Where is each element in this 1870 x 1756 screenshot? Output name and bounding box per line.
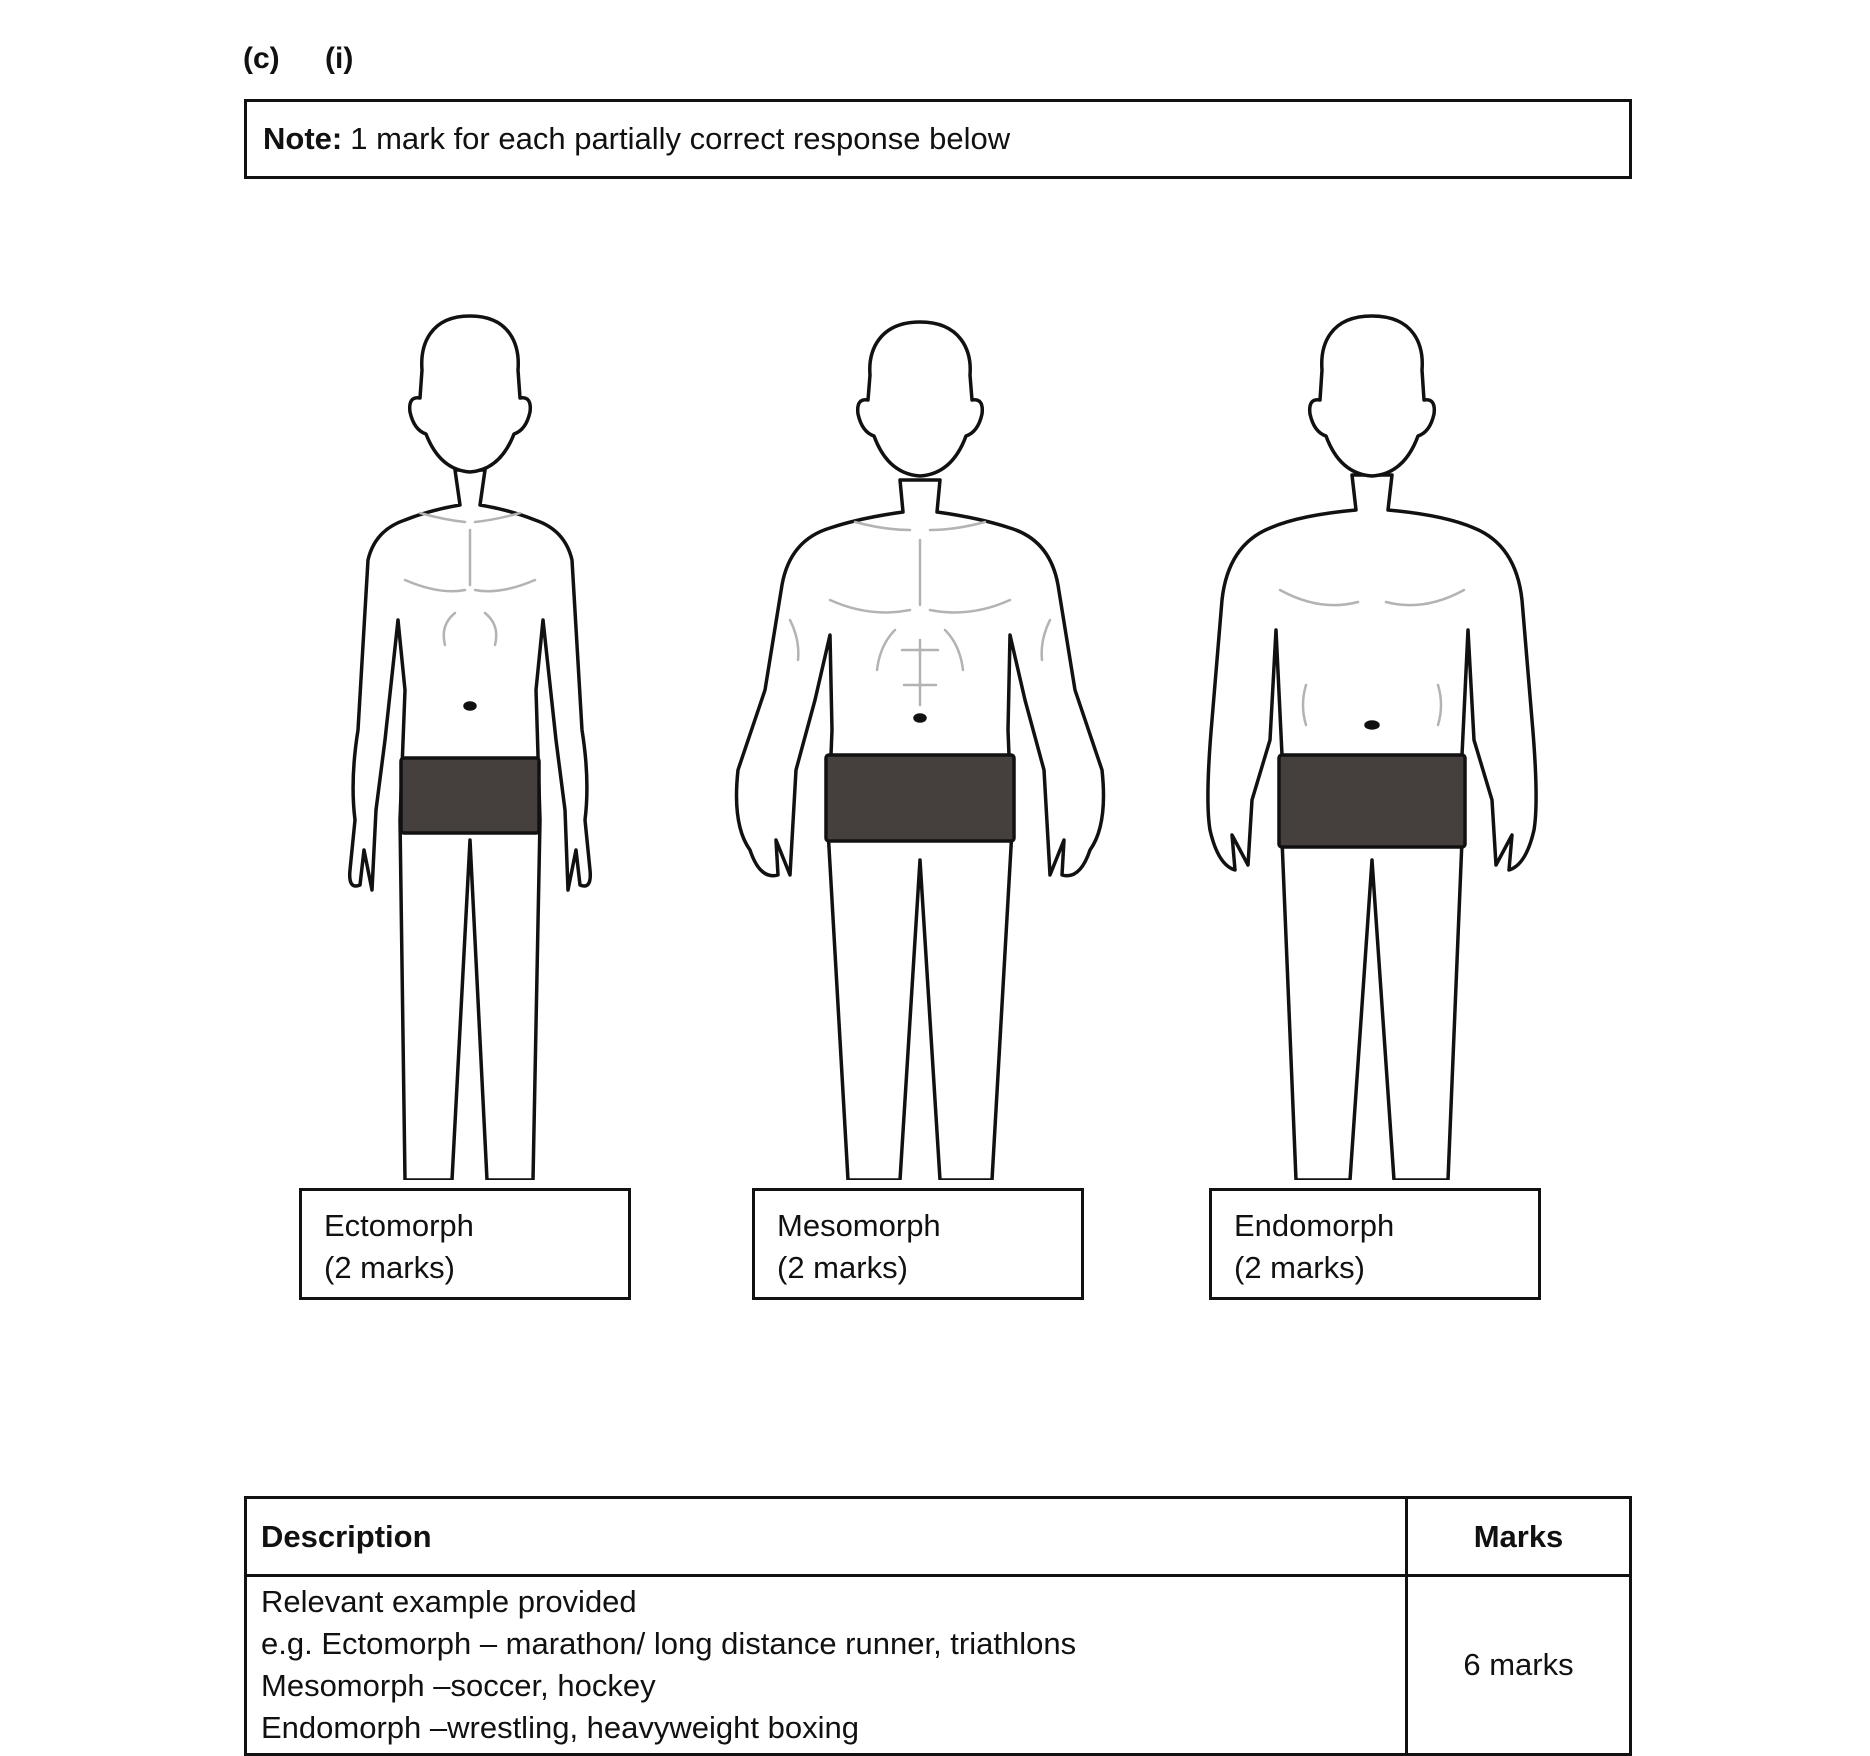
note-label: Note: bbox=[263, 121, 343, 156]
table-header-row bbox=[246, 1498, 1631, 1576]
note-box bbox=[244, 99, 1632, 179]
mesomorph-shorts bbox=[826, 755, 1014, 841]
endomorph-marks: (2 marks) bbox=[1234, 1250, 1365, 1285]
marks-header: Marks bbox=[1407, 1498, 1631, 1576]
mesomorph-box bbox=[752, 1188, 1084, 1300]
ectomorph-box bbox=[299, 1188, 631, 1300]
description-header: Description bbox=[246, 1498, 1407, 1576]
mesomorph-marks: (2 marks) bbox=[777, 1250, 908, 1285]
ectomorph-marks: (2 marks) bbox=[324, 1250, 455, 1285]
endomorph-figure bbox=[1208, 316, 1536, 1180]
mesomorph-label: Mesomorph bbox=[777, 1208, 941, 1243]
description-line: Endomorph –wrestling, heavyweight boxing bbox=[261, 1710, 859, 1745]
body-types-illustration bbox=[0, 300, 1870, 1180]
description-line: Relevant example provided bbox=[261, 1584, 637, 1619]
table-row bbox=[246, 1576, 1631, 1755]
ectomorph-shorts bbox=[401, 758, 539, 833]
endomorph-shorts bbox=[1279, 755, 1465, 847]
marks-cell: 6 marks bbox=[1407, 1576, 1631, 1755]
description-cell bbox=[246, 1576, 1407, 1755]
mesomorph-figure bbox=[737, 322, 1104, 1180]
part-label-c: (c) bbox=[243, 42, 280, 75]
note-text: 1 mark for each partially correct response below bbox=[350, 121, 1011, 156]
ectomorph-figure bbox=[350, 316, 591, 1180]
marking-table bbox=[244, 1496, 1632, 1756]
endomorph-label: Endomorph bbox=[1234, 1208, 1395, 1243]
ectomorph-label: Ectomorph bbox=[324, 1208, 474, 1243]
description-line: e.g. Ectomorph – marathon/ long distance runner, triathlons bbox=[261, 1626, 1077, 1661]
description-line: Mesomorph –soccer, hockey bbox=[261, 1668, 656, 1703]
part-label-i: (i) bbox=[325, 42, 354, 75]
endomorph-box bbox=[1209, 1188, 1541, 1300]
